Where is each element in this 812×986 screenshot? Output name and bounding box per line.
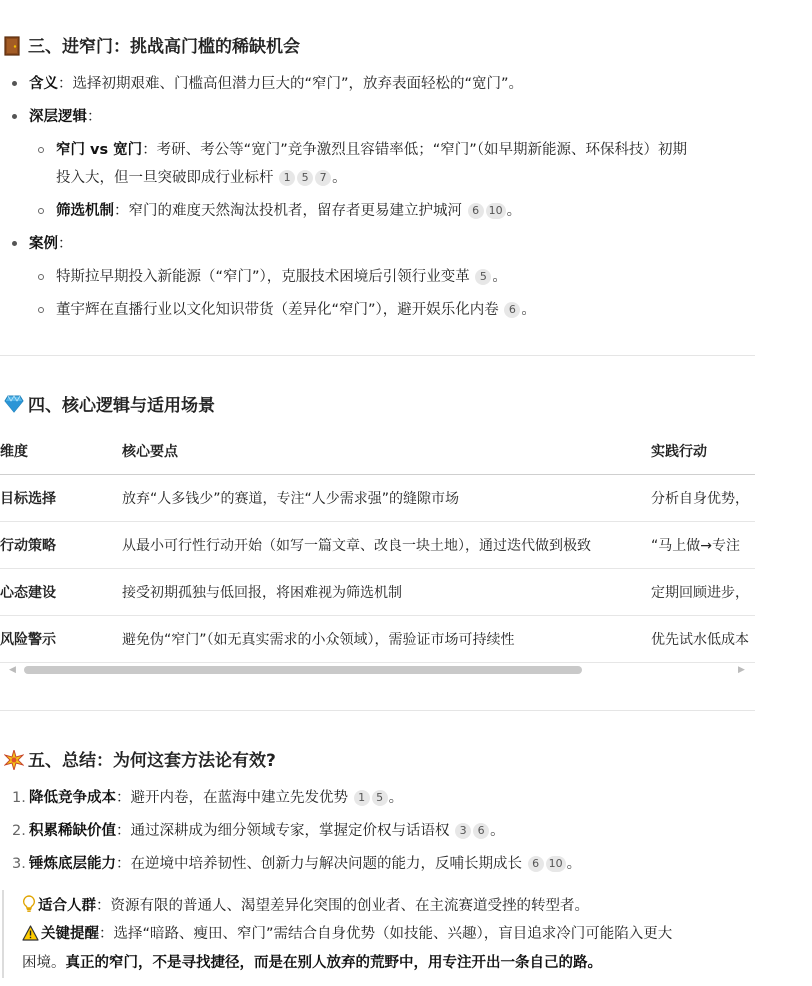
case1-text: 特斯拉早期投入新能源（“窄门”），克服技术困境后引领行业变革 [56, 269, 470, 285]
divider [0, 355, 755, 356]
tip-label: 适合人群 [38, 898, 96, 914]
citation-badge[interactable]: 10 [486, 203, 506, 219]
citation-badge[interactable]: 6 [468, 203, 484, 219]
period: 。 [490, 823, 505, 839]
table-row [0, 616, 755, 663]
sub1-line-b [56, 167, 347, 189]
period: 。 [566, 856, 582, 872]
citation-badge[interactable]: 10 [546, 856, 566, 872]
table-row [0, 522, 755, 569]
citation-badge[interactable]: 1 [279, 170, 295, 186]
circle-bullet [38, 274, 44, 280]
sub1-line-a [56, 139, 687, 161]
citation-badge[interactable]: 5 [475, 269, 491, 285]
table-header: 维度 [0, 428, 122, 475]
sub1-label: 窄门 vs 宽门 [56, 142, 143, 158]
colon: ： [58, 236, 73, 252]
table-cell: 避免伪“窄门”（如无真实需求的小众领域），需验证市场可持续性 [122, 616, 651, 663]
table-scroll-container[interactable] [0, 428, 755, 678]
summary-text: ：通过深耕成为细分领域专家，掌握定价权与话语权 [116, 823, 450, 839]
period: 。 [388, 790, 404, 806]
meaning-line [29, 73, 523, 95]
summary-label: 降低竞争成本 [29, 790, 116, 806]
scroll-right-arrow-icon[interactable]: ▶ [738, 665, 745, 675]
case2-line [56, 299, 536, 321]
table-cell: 风险警示 [0, 616, 122, 663]
warning-text-b: 困境。 [22, 955, 66, 971]
deep-logic-line [29, 106, 102, 128]
summary-item [29, 787, 403, 809]
tip-text: ：资源有限的普通人、渴望差异化突围的创业者、在主流赛道受挫的转型者。 [96, 898, 589, 914]
sparkle-icon [4, 750, 22, 768]
case-line [29, 233, 73, 255]
list-number: 1. [12, 790, 26, 806]
table-header: 核心要点 [122, 428, 651, 475]
summary-text: ：在逆境中培养韧性、创新力与解决问题的能力，反哺长期成长 [116, 856, 522, 872]
period: 。 [521, 302, 536, 318]
colon: ： [87, 109, 102, 125]
table-cell: 从最小可行性行动开始（如写一篇文章、改良一块土地），通过迭代做到极致 [122, 522, 651, 569]
summary-item [29, 820, 505, 842]
citation-badge[interactable]: 5 [372, 790, 388, 806]
divider [0, 710, 755, 711]
citation-badge[interactable]: 3 [455, 823, 471, 839]
citation-badge[interactable]: 6 [504, 302, 520, 318]
citation-badge[interactable]: 6 [528, 856, 544, 872]
lightbulb-icon [22, 895, 38, 920]
period: 。 [506, 203, 522, 219]
period: 。 [492, 269, 507, 285]
table-cell: 行动策略 [0, 522, 122, 569]
scroll-left-arrow-icon[interactable]: ◀ [9, 665, 16, 675]
door-icon [4, 36, 22, 54]
section-3-title: 三、进窄门：挑战高门槛的稀缺机会 [28, 37, 300, 57]
warning-text-a: ：选择“暗路、瘦田、窄门”需结合自身优势（如技能、兴趣），盲目追求冷门可能陷入更大 [99, 926, 673, 942]
case2-text: 董宇辉在直播行业以文化知识带货（差异化“窄门”），避开娱乐化内卷 [56, 302, 499, 318]
deep-logic-label: 深层逻辑 [29, 109, 87, 125]
summary-label: 锤炼底层能力 [29, 856, 116, 872]
table-header-row [0, 428, 755, 475]
case1-line [56, 266, 507, 288]
sub1-text-b: 投入大，但一旦突破即成行业标杆 [56, 170, 274, 186]
warning-label: 关键提醒 [41, 926, 99, 942]
table-row [0, 569, 755, 616]
sub2-label: 筛选机制 [56, 203, 114, 219]
summary-item [29, 853, 581, 875]
summary-label: 积累稀缺价值 [29, 823, 116, 839]
table-cell: 优先试水低成本 [651, 616, 755, 663]
list-number: 2. [12, 823, 26, 839]
sub1-text-a: ：考研、考公等“宽门”竞争激烈且容错率低；“窄门”（如早期新能源、环保科技）初期 [142, 142, 687, 158]
table-cell: 分析自身优势， [651, 475, 755, 522]
case-label: 案例 [29, 236, 58, 252]
bullet-dot [12, 114, 17, 119]
section-5-heading [4, 746, 276, 771]
table-cell: “马上做→专注 [651, 522, 755, 569]
section-5-title: 五、总结：为何这套方法论有效? [28, 751, 276, 771]
list-number: 3. [12, 856, 26, 872]
table-cell: 接受初期孤独与低回报，将困难视为筛选机制 [122, 569, 651, 616]
bullet-dot [12, 81, 17, 86]
table-cell: 放弃“人多钱少”的赛道，专注“人少需求强”的缝隙市场 [122, 475, 651, 522]
circle-bullet [38, 147, 44, 153]
warning-bold-text: 真正的窄门，不是寻找捷径，而是在别人放弃的荒野中，用专注开出一条自己的路。 [65, 955, 602, 971]
citation-badge[interactable]: 5 [297, 170, 313, 186]
warning-line-a [22, 923, 672, 948]
sub2-text: ：窄门的难度天然淘汰投机者，留存者更易建立护城河 [114, 203, 462, 219]
citation-badge[interactable]: 7 [315, 170, 331, 186]
gem-icon [4, 395, 22, 413]
blockquote-bar [2, 890, 4, 978]
circle-bullet [38, 208, 44, 214]
section-4-heading [4, 391, 215, 416]
table-row [0, 475, 755, 522]
circle-bullet [38, 307, 44, 313]
tip-line [22, 895, 589, 920]
period: 。 [332, 170, 347, 186]
warning-icon [22, 925, 41, 948]
warning-line-b [22, 952, 602, 974]
bullet-dot [12, 241, 17, 246]
meaning-text: ：选择初期艰难、门槛高但潜力巨大的“窄门”，放弃表面轻松的“宽门”。 [58, 76, 524, 92]
section-3-heading [4, 32, 300, 57]
meaning-label: 含义 [29, 76, 58, 92]
table-cell: 目标选择 [0, 475, 122, 522]
sub2-line [56, 200, 521, 222]
citation-badge[interactable]: 1 [354, 790, 370, 806]
horizontal-scrollbar[interactable] [0, 662, 755, 678]
scrollbar-thumb[interactable] [24, 666, 582, 674]
summary-text: ：避开内卷，在蓝海中建立先发优势 [116, 790, 348, 806]
table-cell: 心态建设 [0, 569, 122, 616]
citation-badge[interactable]: 6 [473, 823, 489, 839]
core-logic-table [0, 428, 755, 663]
section-4-title: 四、核心逻辑与适用场景 [28, 396, 215, 416]
table-header: 实践行动 [651, 428, 755, 475]
table-cell: 定期回顾进步， [651, 569, 755, 616]
